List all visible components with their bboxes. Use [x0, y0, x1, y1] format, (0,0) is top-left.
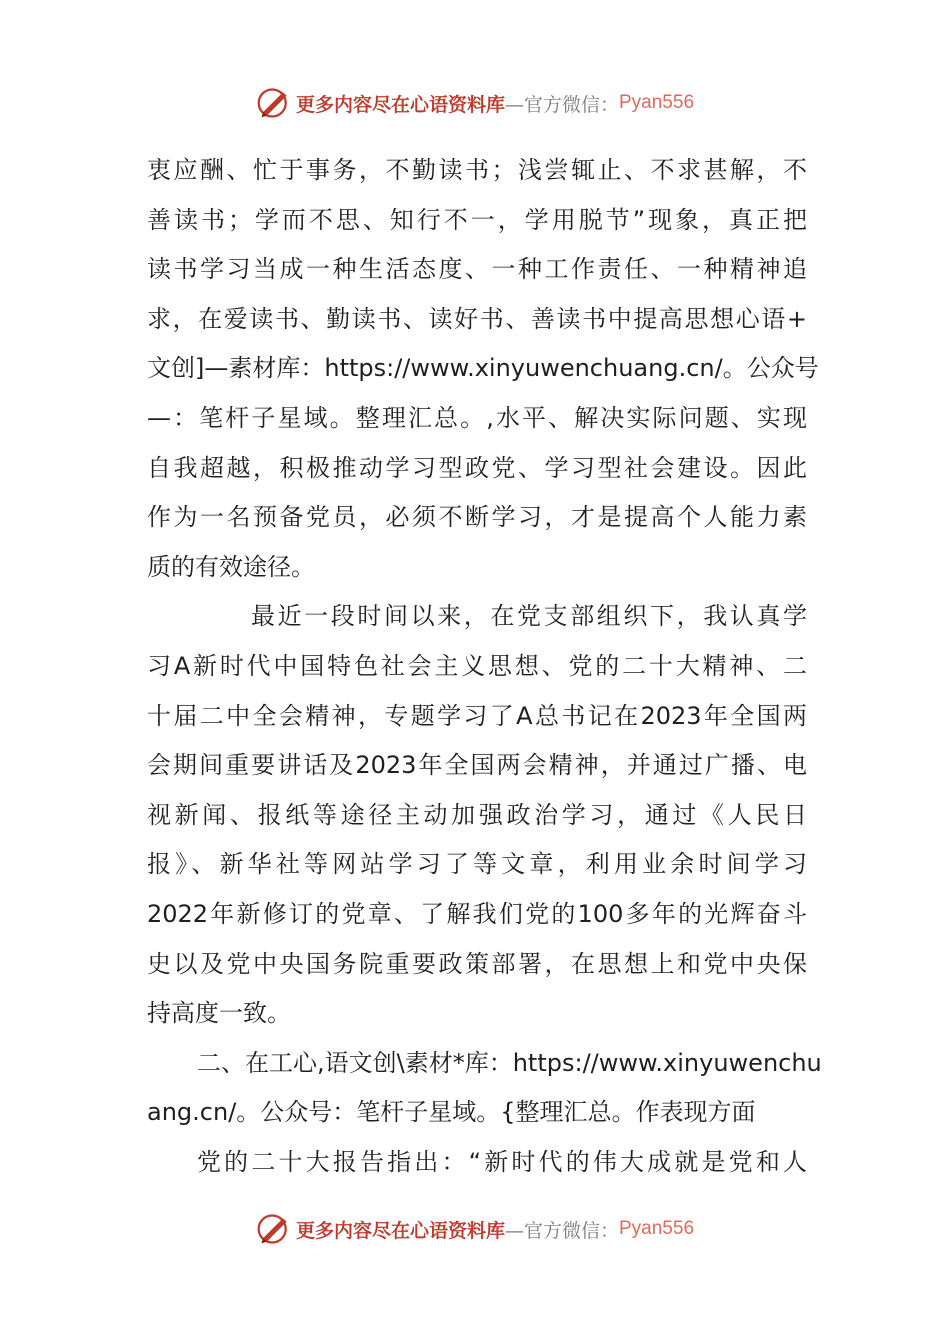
header-banner-wechat-id: Pyan556: [619, 92, 695, 113]
body-line: 最近一段时间以来，在党支部组织下，我认真学: [251, 602, 807, 631]
document-body: [147, 146, 822, 1187]
body-line: 质的有效途径。: [147, 552, 315, 581]
body-line: —：笔杆子星域。整理汇总。,水平、解决实际问题、实现: [147, 403, 807, 432]
body-line: 文创]—素材库：https://www.xinyuwenchuang.cn/。公众号: [147, 354, 819, 383]
body-line: 党的二十大报告指出：“新时代的伟大成就是党和人: [197, 1147, 807, 1176]
body-line: 自我超越，积极推动学习型政党、学习型社会建设。因此: [147, 453, 807, 482]
body-line: 求，在爱读书、勤读书、读好书、善读书中提高思想心语+: [147, 304, 807, 333]
header-banner: [0, 83, 950, 123]
body-line: 习A新时代中国特色社会主义思想、党的二十大精神、二: [147, 651, 807, 680]
body-line: 作为一名预备党员，必须不断学习，才是提高个人能力素: [147, 503, 807, 532]
section-heading-line: 二、在工心,语文创\素材*库：https://www.xinyuwenchu: [197, 1048, 822, 1077]
pen-logo-icon: [256, 1211, 292, 1247]
header-banner-label: —官方微信：: [504, 93, 619, 116]
footer-banner-wechat-id: Pyan556: [619, 1218, 695, 1239]
body-line: 善读书；学而不思、知行不一，学用脱节”现象，真正把: [147, 205, 807, 234]
footer-banner-label: —官方微信：: [504, 1219, 619, 1242]
header-banner-brand: 更多内容尽在心语资料库: [295, 93, 505, 116]
footer-banner-brand: 更多内容尽在心语资料库: [295, 1219, 505, 1242]
body-line: 报》、新华社等网站学习了等文章，利用业余时间学习: [147, 850, 807, 879]
body-line: 衷应酬、忙于事务，不勤读书；浅尝辄止、不求甚解，不: [147, 156, 807, 184]
body-line: 十届二中全会精神，专题学习了A总书记在2023年全国两: [147, 701, 807, 730]
body-line: 会期间重要讲话及2023年全国两会精神，并通过广播、电: [147, 751, 807, 780]
body-line: 史以及党中央国务院重要政策部署，在思想上和党中央保: [147, 949, 807, 978]
pen-logo-icon: [256, 85, 292, 121]
body-line: 读书学习当成一种生活态度、一种工作责任、一种精神追: [147, 255, 807, 284]
body-line: 视新闻、报纸等途径主动加强政治学习，通过《人民日: [147, 800, 807, 829]
footer-banner: [0, 1209, 950, 1249]
section-heading-line: ang.cn/。公众号：笔杆子星域。{整理汇总。作表现方面: [147, 1098, 756, 1127]
body-line: 2022年新修订的党章、了解我们党的100多年的光辉奋斗: [147, 899, 807, 928]
body-line: 持高度一致。: [147, 999, 291, 1028]
